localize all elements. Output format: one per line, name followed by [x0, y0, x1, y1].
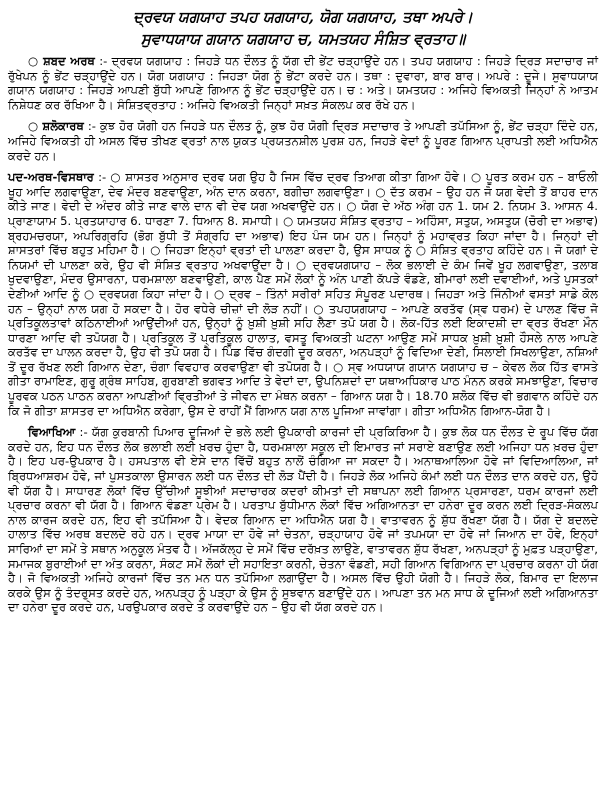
- section-marker: ○: [28, 54, 39, 68]
- section-text: :- ○ ਸ਼ਾਸਤਰ ਅਨੁਸਾਰ ਦ੍ਰਵ ਯਗ ਉਹ ਹੈ ਜਿਸ ਵਿੱਚ ਦ੍ਰਵ ਤਿਆਗ ਕੀਤਾ ਗਿਆ ਹੋਵੇ। ○ ਪੂਰਤ ਕਰਮ ਹਨ – ਬਾਓਲੀ ਖੂਹ ਆਦਿ ਲਗਵਾਉਣਾ, ਦੇਵ ਮੰਦਰ ਬਣਵਾਉਣਾ, ਅੰਨ ਦਾਨ ਕਰਨਾ, ਬਗੀਚਾ ਲਗਵਾਉਣਾ। ○ ਦੱਤ ਕਰਮ – ਉਹ ਹਨ ਜੋ ਯਗ ਵੇਦੀ ਤੋਂ ਬਾਹਰ ਦਾਨ ਕੀਤੇ ਜਾਣ। ਵੇਦੀ ਦੇ ਅੰਦਰ ਕੀਤੇ ਜਾਣ ਵਾਲੇ ਦਾਨ ਵੀ ਦੇਵ ਯਗ ਅਖਵਾਉਂਦੇ ਹਨ। ○ ਯੋਗ ਦੇ ਅੱਠ ਅੰਗ ਹਨ 1. ਯਮ 2. ਨਿਯਮ 3. ਆਸਨ 4. ਪ੍ਰਾਣਾਯਾਮ 5. ਪ੍ਰਤਯਾਹਾਰ 6. ਧਾਰਣਾ 7. ਧਿਆਨ 8. ਸਮਾਧੀ। ○ ਯਮਤਯਹ ਸੰਸ਼ਿਤ ਵ੍ਰਤਾਹ – ਅਹਿੰਸਾ, ਸਤੁਯ, ਅਸਤੁਯ (ਚੋਰੀ ਦਾ ਅਭਾਵ) ਬ੍ਰਹਮਚਰਯਾ, ਅਪਰਿਗ੍ਰਹਿ (ਭੋਗ ਬੁੱਧੀ ਤੋਂ ਸੰਗ੍ਰਹਿ ਦਾ ਅਭਾਵ) ਇਹ ਪੰਜ ਯਮ ਹਨ। ਜਿਨ੍ਹਾਂ ਨੂੰ ਮਹਾਵ੍ਰਤ ਕਿਹਾ ਜਾਂਦਾ ਹੈ। ਜਿਨ੍ਹਾਂ ਦੀ ਸ਼ਾਸਤਰਾਂ ਵਿੱਚ ਬਹੁਤ ਮਹਿਮਾ ਹੈ। ○ ਜਿਹੜਾ ਇਨ੍ਹਾਂ ਵ੍ਰਤਾਂ ਦੀ ਪਾਲਣਾ ਕਰਦਾ ਹੈ, ਉਸ ਸਾਧਕ ਨੂੰ ○ ਸੰਸ਼ਿਤ ਵ੍ਰਤਾਹ ਕਹਿੰਦੇ ਹਨ। ਜੋ ਯਗਾਂ ਦੇ ਨਿਯਮਾਂ ਦੀ ਪਾਲਣਾ ਕਰੇ, ਉਹ ਵੀ ਸੰਸ਼ਿਤ ਵ੍ਰਤਾਹ ਅਖਵਾਉਂਦਾ ਹੈ। ○ ਦ੍ਰਵਯਗਯਾਹ – ਲੋਕ ਭਲਾਈ ਦੇ ਕੰਮ ਜਿਵੇਂ ਖੂਹ ਲਗਵਾਉਣਾ, ਤਲਾਬ ਖੁਦਵਾਉਣਾ, ਮੰਦਰ ਉਸਾਰਨਾ, ਧਰਮਸ਼ਾਲਾ ਬਣਵਾਉਣੀ, ਕਾਲ ਪੈਣ ਸਮੇਂ ਲੋਕਾਂ ਨੂੰ ਅੰਨ ਪਾਣੀ ਕੱਪੜੇ ਵੰਡਣੇ, ਬੀਮਾਰਾਂ ਲਈ ਦਵਾਈਆਂ, ਅਤੇ ਪੁਸਤਕਾਂ ਦੇਣੀਆਂ ਆਦਿ ਨੂੰ ○ ਦ੍ਰਵਯਗ ਕਿਹਾ ਜਾਂਦਾ ਹੈ। ○ ਦ੍ਰਵ – ਤਿੰਨਾਂ ਸਰੀਰਾਂ ਸਹਿਤ ਸੰਪੂਰਣ ਪਦਾਰਥ। ਜਿਹੜਾ ਅਤੇ ਜਿੰਨੀਆਂ ਵਸਤਾਂ ਸਾਡੇ ਕੋਲ ਹਨ – ਉਨ੍ਹਾਂ ਨਾਲ ਯਗ ਹੋ ਸਕਦਾ ਹੈ। ਹੋਰ ਵਧੇਰੇ ਚੀਜ਼ਾਂ ਦੀ ਲੋੜ ਨਹੀਂ। ○ ਤਪਹਯਗਯਾਹ – ਆਪਣੇ ਕਰਤੱਵ (ਸ੍ਵ ਧਰਮ) ਦੇ ਪਾਲਣ ਵਿੱਚ ਜੋ ਪ੍ਰਤਿਕੂਲਤਾਵਾਂ ਕਠਿਨਾਈਆਂ ਆਉਂਦੀਆਂ ਹਨ, ਉਨ੍ਹਾਂ ਨੂੰ ਖ਼ੁਸ਼ੀ ਖ਼ੁਸ਼ੀ ਸਹਿ ਲੈਣਾ ਤਪੋ ਯਗ ਹੈ। ਲੋਕ-ਹਿੱਤ ਲਈ ਇਕਾਦਸ਼ੀ ਦਾ ਵ੍ਰਤ ਰੱਖਣਾ ਮੌਨ ਧਾਰਣਾ ਆਦਿ ਵੀ ਤਪੋਯਗ ਹੈ। ਪ੍ਰਤਿਕੂਲ ਤੋਂ ਪ੍ਰਤਿਕੂਲ ਹਾਲਾਤ, ਵਸਤੂ ਵਿਅਕਤੀ ਘਟਨਾ ਆਉਣ ਸਮੇਂ ਸਾਧਕ ਖ਼ੁਸ਼ੀ ਖ਼ੁਸ਼ੀ ਹੌਸਲੇ ਨਾਲ ਆਪਣੇ ਕਰਤੱਵ ਦਾ ਪਾਲਨ ਕਰਦਾ ਹੈ, ਉਹ ਵੀ ਤਪੋ ਯਗ ਹੈ। ਪਿੰਡ ਵਿੱਚ ਗੰਦਗੀ ਦੂਰ ਕਰਨਾ, ਅਨਪੜ੍ਹਾਂ ਨੂੰ ਵਿਦਿਆ ਦੇਣੀ, ਸਿਲਾਈ ਸਿਖਲਾਉਣਾ, ਨਸ਼ਿਆਂ ਤੋਂ ਦੂਰ ਰੱਖਣ ਲਈ ਗਿਆਨ ਦੇਣਾ, ਚੰਗਾ ਵਿਵਹਾਰ ਕਰਵਾਉਣਾ ਵੀ ਤਪੋਯਗ ਹੈ। ○ ਸ੍ਵ ਅਧਯਾਯ ਗਯਾਨ ਯਗਯਾਹ ਚ – ਕੇਵਲ ਲੋਕ ਹਿੱਤ ਵਾਸਤੇ ਗੀਤਾ ਰਾਮਾਇਣ, ਗੁਰੂ ਗ੍ਰੰਥ ਸਾਹਿਬ, ਗੁਰਬਾਣੀ ਭਗਵਤ ਆਦਿ ਤੇ ਵੇਦਾਂ ਦਾ, ਉਪਨਿਸ਼ਦਾਂ ਦਾ ਯਥਾਅਧਿਕਾਰ ਪਾਠ ਮੰਨਨ ਕਰਕੇ ਸਮਝਾਉਣਾ, ਵਿਚਾਰ ਪੂਰਵਕ ਪਠਨ ਪਾਠਨ ਕਰਨਾ ਆਪਣੀਆਂ ਵ੍ਰਿਤੀਆਂ ਤੇ ਜੀਵਨ ਦਾ ਮੰਥਨ ਕਰਨਾ – ਗਿਆਨ ਯਗ ਹੈ। 18.70 ਸ਼ਲੋਕ ਵਿੱਚ ਵੀ ਭਗਵਾਨ ਕਹਿੰਦੇ ਹਨ ਕਿ ਜੋ ਗੀਤਾ ਸ਼ਾਸਤਰ ਦਾ ਅਧਿਐਨ ਕਰੇਗਾ, ਉਸ ਦੇ ਰਾਹੀਂ ਮੈਂ ਗਿਆਨ ਯਗ ਨਾਲ ਪੂਜਿਆ ਜਾਵਾਂਗਾ। ਗੀਤਾ ਅਧਿਐਨ ਗਿਆਨ-ਯੋਗ ਹੈ।: [8, 170, 598, 418]
- section-marker: ○: [28, 119, 39, 134]
- section-pad-arth: [8, 170, 598, 418]
- section-viakhia: [8, 425, 598, 615]
- section-heading: ਸ਼ਬਦ ਅਰਥ: [43, 54, 95, 68]
- verse-line-2: ਸੁਵਾਧਯਾਯ ਗਯਾਨ ਯਗਯਾਹ ਚ, ਯਮਤਯਹ ਸੰਸ਼ਿਤ ਵ੍ਰਤਾਹ॥: [140, 30, 466, 48]
- section-heading: ਵਿਆਖਿਆ: [28, 425, 76, 440]
- section-text: :- ਯੱਗ ਕੁਰਬਾਨੀ ਪਿਆਰ ਦੂਜਿਆਂ ਦੇ ਭਲੇ ਲਈ ਉਪਕਾਰੀ ਕਾਰਜਾਂ ਦੀ ਪ੍ਰਕਿਰਿਆ ਹੈ। ਕੁਝ ਲੋਕ ਧਨ ਦੌਲਤ ਦੇ ਰੂਪ ਵਿੱਚ ਯੱਗ ਕਰਦੇ ਹਨ, ਇਹ ਧਨ ਦੌਲਤ ਲੋਕ ਭਲਾਈ ਲਈ ਖ਼ਰਚ ਹੁੰਦਾ ਹੈ, ਧਰਮਸ਼ਾਲਾ ਸਕੂਲ ਦੀ ਇਮਾਰਤ ਜਾਂ ਸਰਾਏ ਬਣਾਉਣ ਲਈ ਅਜਿਹਾ ਧਨ ਖ਼ਰਚ ਹੁੰਦਾ ਹੈ। ਇਹ ਪਰ-ਉਪਕਾਰ ਹੈ। ਹਸਪਤਾਲ ਵੀ ਏਸੇ ਦਾਨ ਵਿੱਚੋਂ ਬਹੁਤ ਨਾਲੋਂ ਚੰਗਿਆ ਜਾ ਸਕਦਾ ਹੈ। ਅਨਾਥਆਲਿਆ ਹੋਵੇ ਜਾਂ ਵਿਦਿਆਲਿਆ, ਜਾਂ ਬ੍ਰਿਧਆਸ਼ਰਮ ਹੋਵੇ, ਜਾਂ ਪੁਸਤਕਾਲਾ ਉਸਾਰਨ ਲਈ ਧਨ ਦੌਲਤ ਦੀ ਲੋੜ ਪੈਂਦੀ ਹੈ। ਜਿਹੜੇ ਲੋਕ ਅਜਿਹੇ ਕੰਮਾਂ ਲਈ ਧਨ ਦੌਲਤ ਦਾਨ ਕਰਦੇ ਹਨ, ਉਹੋ ਵੀ ਯੱਗ ਹੈ। ਸਾਧਾਰਣ ਲੋਕਾਂ ਵਿੱਚ ਉੱਚੀਆਂ ਸੂਝੀਆਂ ਸਦਾਚਾਰਕ ਕਦਰਾਂ ਕੀਮਤਾਂ ਦੀ ਸਥਾਪਨਾ ਲਈ ਗਿਆਨ ਪ੍ਰਸਾਰਣਾ, ਧਰਮ ਕਾਰਜਾਂ ਲਈ ਪ੍ਰਚਾਰ ਕਰਨਾ ਵੀ ਯੱਗ ਹੈ। ਗਿਆਨ ਵੰਡਣਾ ਪ੍ਰੇਮ ਹੈ। ਪਰਤਾਪ ਬੁੱਧੀਮਾਨ ਲੋਕਾਂ ਵਿੱਚ ਅਗਿਆਨਤਾ ਦਾ ਹਨੇਰਾ ਦੂਰ ਕਰਨ ਲਈ ਦ੍ਰਿੜ-ਸੰਕਲਪ ਨਾਲ ਕਾਰਜ ਕਰਦੇ ਹਨ, ਇਹ ਵੀ ਤਪੱਸਿਆ ਹੈ। ਵੇਦਕ ਗਿਆਨ ਦਾ ਅਧਿਐਨ ਯਗ ਹੈ। ਵਾਤਾਵਰਨ ਨੂੰ ਸ਼ੁੱਧ ਰੱਖਣਾ ਯੱਗ ਹੈ। ਯੱਗ ਦੇ ਬਦਲਦੇ ਹਾਲਾਤ ਵਿੱਚ ਅਰਥ ਬਦਲਦੇ ਰਹੇ ਹਨ। ਦ੍ਰਵ ਮਾਯਾ ਦਾ ਹੋਵੇ ਜਾਂ ਚੇਤਨਾ, ਚੜ੍ਹਾਯਾਹ ਹੋਵੇ ਜਾਂ ਤਪਮਯਾ ਦਾ ਹੋਵੇ ਜਾਂ ਜਿਆਨ ਦਾ ਹੋਵੇ, ਇਨ੍ਹਾਂ ਸਾਰਿਆਂ ਦਾ ਸਮੇਂ ਤੇ ਸਥਾਨ ਅਨੁਕੂਲ ਮੰਤਵ ਹੈ। ਅੱਜਕੱਲ੍ਹ ਦੇ ਸਮੇਂ ਵਿੱਚ ਦਰੱਖ਼ਤ ਲਾਉਣੇ, ਵਾਤਾਵਰਨ ਸ਼ੁੱਧ ਰੱਖਣਾ, ਅਨਪੜ੍ਹਾਂ ਨੂੰ ਮੁਫ਼ਤ ਪੜ੍ਹਾਉਣਾ, ਸਮਾਜਕ ਬੁਰਾਈਆਂ ਦਾ ਅੰਤ ਕਰਨਾ, ਸੰਕਟ ਸਮੇਂ ਲੋਕਾਂ ਦੀ ਸਹਾਇਤਾ ਕਰਨੀ, ਚੇਤਨਾ ਵੰਡਣੀ, ਸਹੀ ਗਿਆਨ ਵਿਗਿਆਨ ਦਾ ਪ੍ਰਚਾਰ ਕਰਨਾ ਹੀ ਯੱਗ ਹੈ। ਜੋ ਵਿਅਕਤੀ ਅਜਿਹੇ ਕਾਰਜਾਂ ਵਿੱਚ ਤਨ ਮਨ ਧਨ ਤਪੱਸਿਆ ਲਗਾਉਂਦਾ ਹੈ। ਅਸਲ ਵਿੱਚ ਉਹੀ ਯੋਗੀ ਹੈ। ਜਿਹੜੇ ਲੋਕ, ਬਿਮਾਰ ਦਾ ਇਲਾਜ ਕਰਕੇ ਉਸ ਨੂੰ ਤੰਦਰੁਸਤ ਕਰਦੇ ਹਨ, ਅਨਪੜ੍ਹ ਨੂੰ ਪੜ੍ਹਾ ਕੇ ਉਸ ਨੂੰ ਸੁਝਵਾਨ ਬਣਾਉਂਦੇ ਹਨ। ਆਪਣਾ ਤਨ ਮਨ ਸਾਧ ਕੇ ਦੂਜਿਆਂ ਲਈ ਅਗਿਆਨਤਾ ਦਾ ਹਨੇਰਾ ਦੂਰ ਕਰਦੇ ਹਨ, ਪਰਉਪਕਾਰ ਕਰਦੇ ਤੇ ਕਰਵਾਉਂਦੇ ਹਨ – ਉਹ ਵੀ ਯੱਗ ਕਰਦੇ ਹਨ।: [8, 425, 599, 615]
- section-shabad-arth: [8, 54, 598, 112]
- verse-line-1: ਦ੍ਰਵਯ ਯਗਯਾਹ ਤਪਹ ਯਗਯਾਹ, ਯੋਗ ਯਗਯਾਹ, ਤਥਾ ਅਪਰੇ।: [133, 8, 473, 26]
- section-shlokarth: [8, 119, 598, 163]
- section-text: :- ਦ੍ਰਵਯ ਯਗਯਾਹ : ਜਿਹੜੇ ਧਨ ਦੌਲਤ ਨੂੰ ਯੱਗ ਦੀ ਭੇਂਟ ਚੜ੍ਹਾਉਂਦੇ ਹਨ। ਤਪਹ ਯਗਯਾਹ : ਜਿਹੜੇ ਦ੍ਰਿੜ ਸਦਾਚਾਰ ਜਾਂ ਰੁੱਖੇਪਨ ਨੂੰ ਭੇਂਟ ਚੜ੍ਹਾਉਂਦੇ ਹਨ। ਯੋਗ ਯਗਯਾਹ : ਜਿਹੜਾ ਯੋਗ ਨੂੰ ਭੇਂਟਾ ਕਰਦੇ ਹਨ। ਤਥਾ : ਦੁਵਾਰਾ, ਬਾਰ ਬਾਰ। ਅਪਰੇ : ਦੂਜੇ। ਸੁਵਾਧਯਾਯ ਗਯਾਨ ਯਗਯਾਹ : ਜਿਹੜੇ ਆਪਣੀ ਬੁੱਧੀ ਆਪਣੇ ਗਿਆਨ ਨੂੰ ਭੇਂਟ ਚੜ੍ਹਾਉਂਦੇ ਹਨ। ਚ : ਅਤੇ। ਯਮਤਯਹ : ਅਜਿਹੇ ਵਿਅਕਤੀ ਜਿਨ੍ਹਾਂ ਨੇ ਆਤਮ ਨਿਸ਼ੇਧਣ ਕਰ ਰੱਖਿਆ ਹੈ। ਸੰਸ਼ਿਤਵ੍ਰਤਾਹ : ਅਜਿਹੇ ਵਿਅਕਤੀ ਜਿਨ੍ਹਾਂ ਸਖ਼ਤ ਸੰਕਲਪ ਕਰ ਰੱਖੇ ਹਨ।: [8, 54, 599, 112]
- section-text: :- ਕੁਝ ਹੋਰ ਯੋਗੀ ਹਨ ਜਿਹੜੇ ਧਨ ਦੌਲਤ ਨੂੰ, ਕੁਝ ਹੋਰ ਯੋਗੀ ਦ੍ਰਿੜ ਸਦਾਚਾਰ ਤੇ ਆਪਣੀ ਤਪੱਸਿਆ ਨੂੰ, ਭੇਂਟ ਚੜ੍ਹਾ ਦਿੰਦੇ ਹਨ, ਅਜਿਹੇ ਵਿਅਕਤੀ ਹੀ ਅਸਲ ਵਿੱਚ ਤੀਖਣ ਵ੍ਰਤਾਂ ਨਾਲ ਯੁਕਤ ਪ੍ਰਯਤਨਸ਼ੀਲ ਪੁਰਸ਼ ਹਨ, ਜਿਹੜੇ ਵੇਦਾਂ ਨੂੰ ਪੂਰਣ ਗਿਆਨ ਪ੍ਰਾਪਤੀ ਲਈ ਅਧਿਐਨ ਕਰਦੇ ਹਨ।: [8, 119, 599, 163]
- section-heading: ਸ਼ਲੋਕਾਰਥ: [42, 119, 84, 134]
- section-heading: ਪਦ-ਅਰਥ-ਵਿਸਥਾਰ: [8, 170, 94, 185]
